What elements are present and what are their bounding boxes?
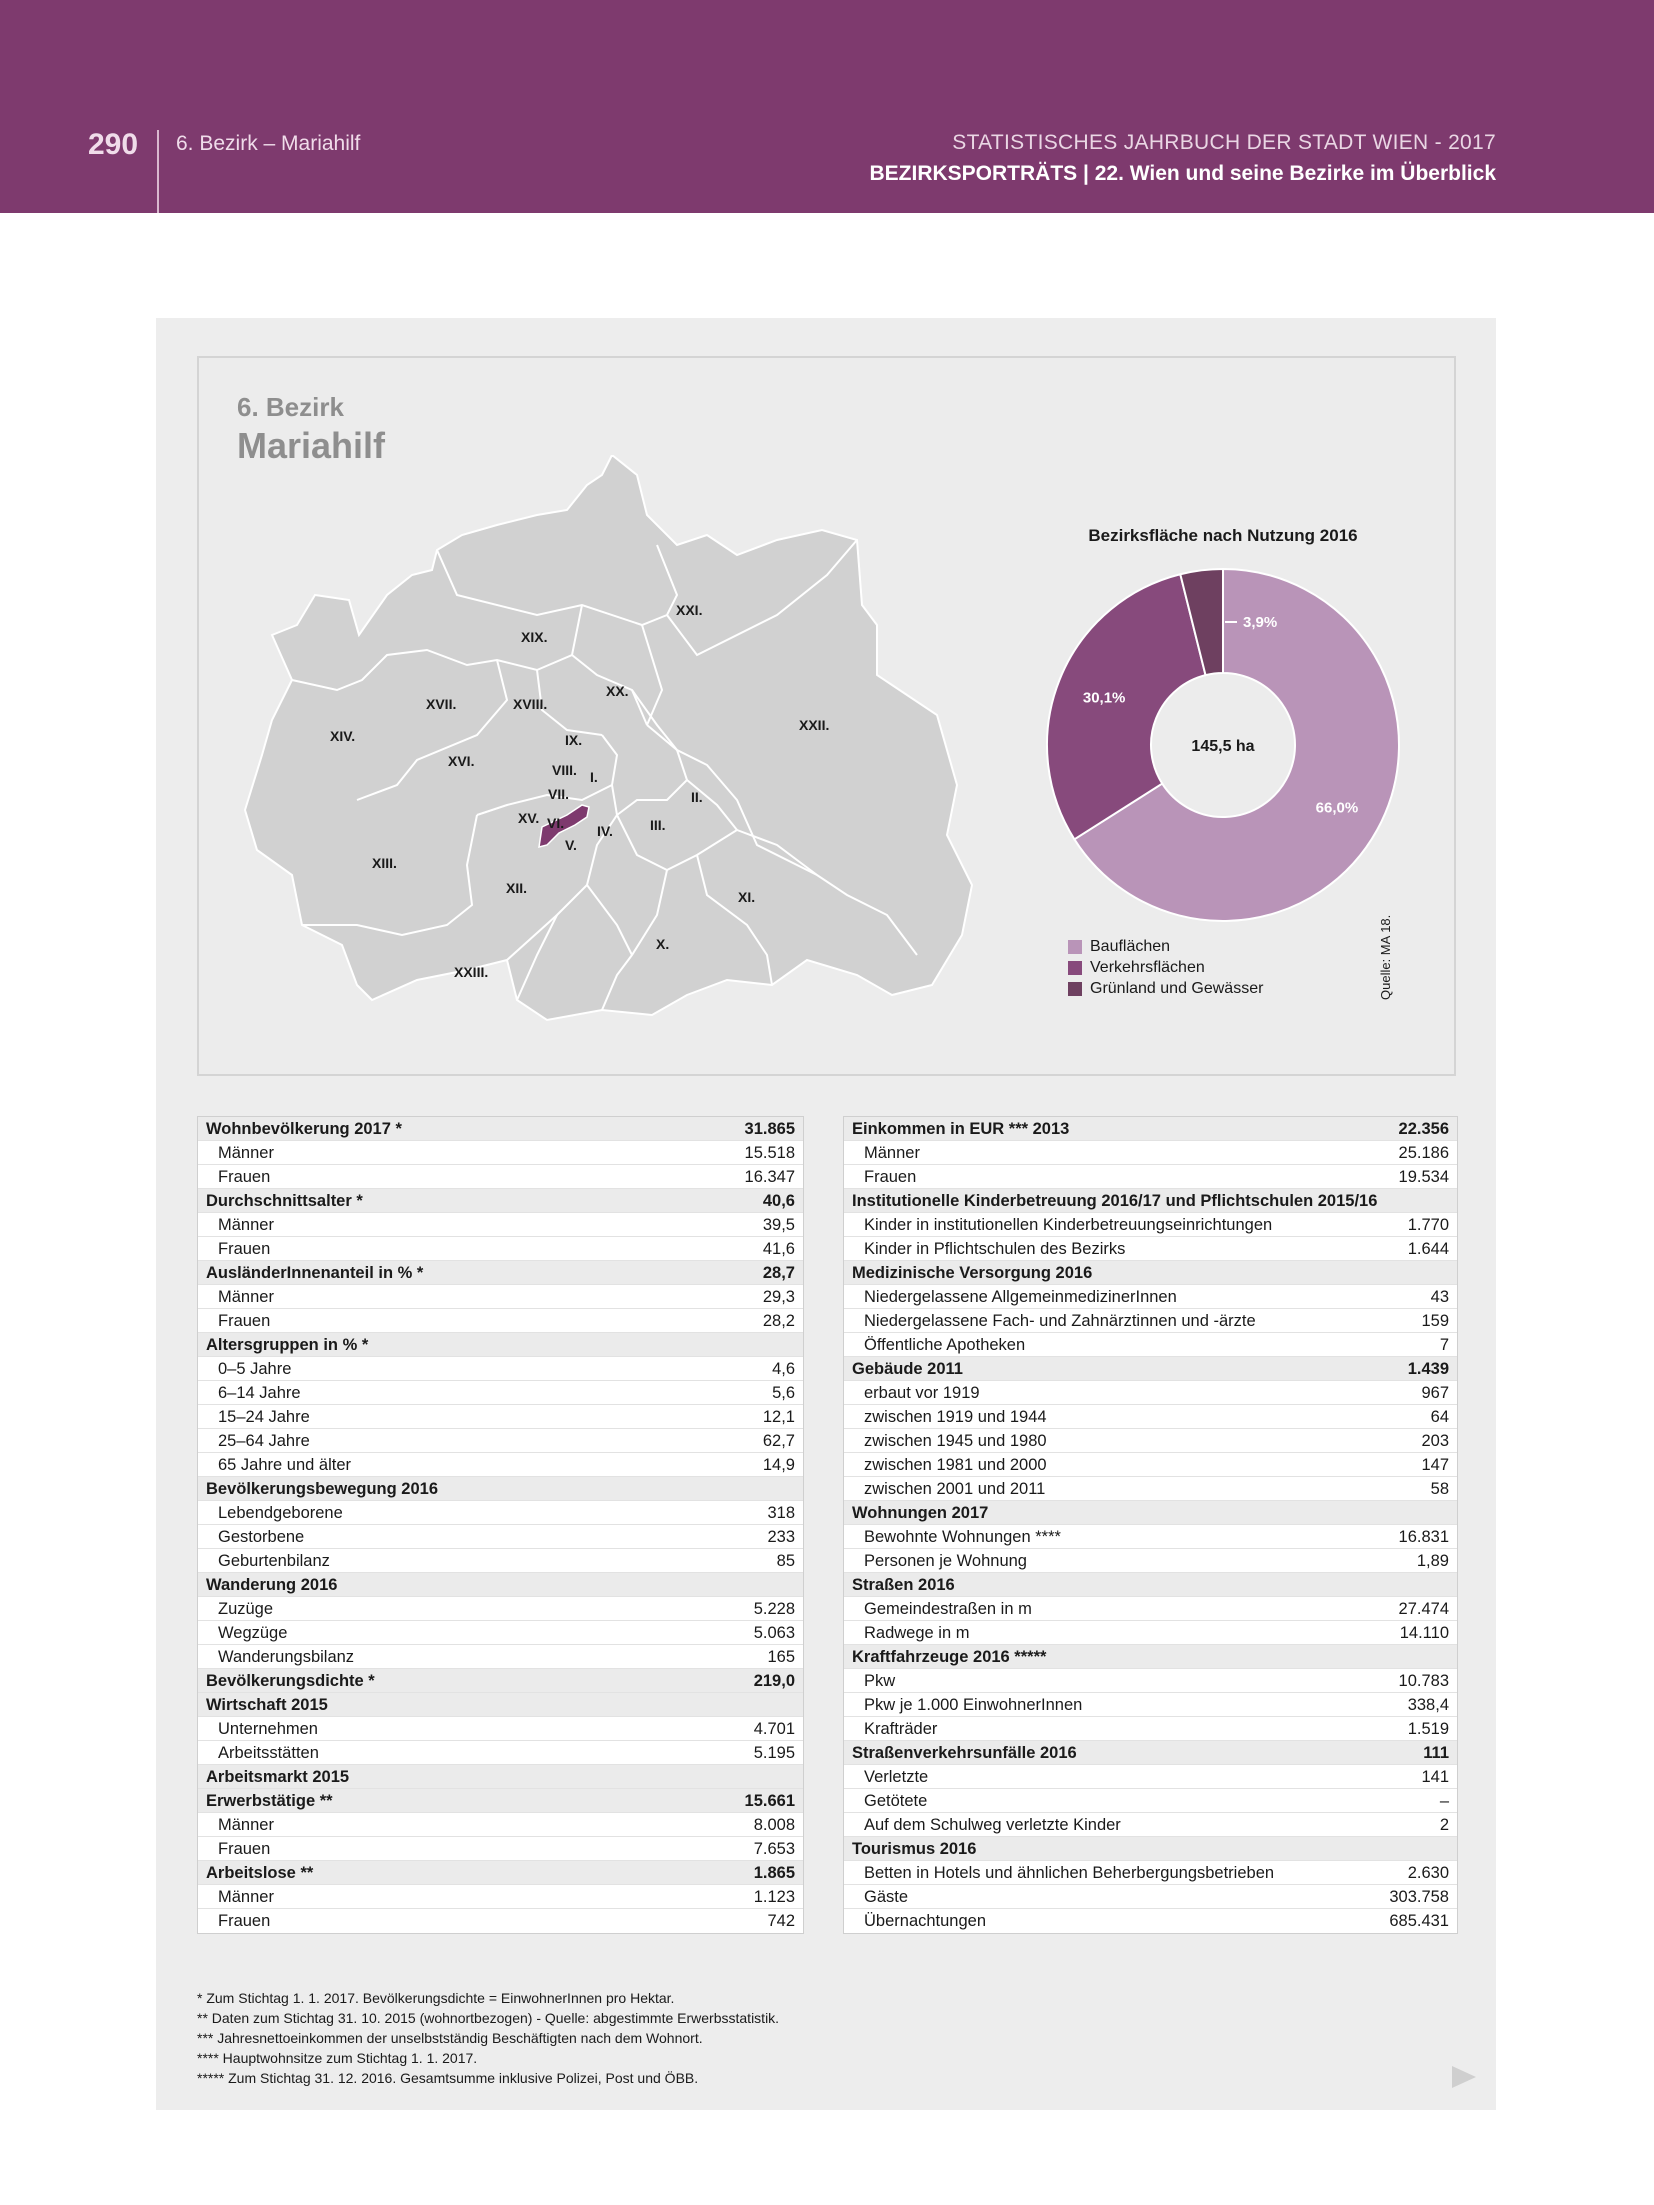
table-row	[198, 1381, 803, 1405]
table-row	[198, 1525, 803, 1549]
row-value: 10.783	[1398, 1672, 1449, 1690]
donut-slice	[1047, 574, 1206, 839]
table-row	[198, 1405, 803, 1429]
row-value: 4,6	[772, 1360, 795, 1378]
row-label: Niedergelassene Fach- und Zahnärztinnen und -ärzte	[864, 1312, 1256, 1330]
table-row	[844, 1909, 1457, 1933]
row-value: 111	[1423, 1744, 1449, 1762]
table-section-row	[198, 1189, 803, 1213]
donut-value-label: 3,9%	[1243, 614, 1278, 631]
table-row	[844, 1213, 1457, 1237]
table-row	[844, 1453, 1457, 1477]
table-section-row	[844, 1573, 1457, 1597]
table-row	[198, 1237, 803, 1261]
row-label: Medizinische Versorgung 2016	[852, 1264, 1093, 1282]
row-label: Lebendgeborene	[218, 1504, 343, 1522]
row-value: 318	[767, 1504, 795, 1522]
table-row	[844, 1885, 1457, 1909]
row-label: zwischen 1981 und 2000	[864, 1456, 1047, 1474]
row-label: Arbeitslose **	[206, 1864, 314, 1882]
row-value: 12,1	[762, 1408, 795, 1426]
row-label: Arbeitsstätten	[218, 1744, 319, 1762]
row-label: Frauen	[218, 1840, 271, 1858]
donut-value-label: 66,0%	[1315, 799, 1359, 817]
map-district-label: XII.	[506, 880, 528, 896]
row-label: Niedergelassene AllgemeinmedizinerInnen	[864, 1288, 1177, 1306]
table-row	[844, 1165, 1457, 1189]
row-value: 967	[1421, 1384, 1449, 1402]
table-row	[844, 1693, 1457, 1717]
table-section-row	[844, 1357, 1457, 1381]
row-value: 31.865	[744, 1120, 795, 1138]
table-section-row	[198, 1477, 803, 1501]
row-label: Frauen	[218, 1312, 271, 1330]
row-label: Bewohnte Wohnungen ****	[864, 1528, 1061, 1546]
chart-legend	[1068, 936, 1263, 999]
row-value: 25.186	[1398, 1144, 1449, 1162]
map-district-label: XI.	[738, 889, 756, 905]
statistics-table-right	[843, 1116, 1458, 1934]
table-row	[198, 1501, 803, 1525]
row-label: Gebäude 2011	[852, 1360, 963, 1378]
map-district-label: V.	[565, 837, 577, 853]
row-label: Altersgruppen in % *	[206, 1336, 369, 1354]
footnotes	[197, 1988, 779, 2088]
row-label: Männer	[218, 1288, 274, 1306]
table-row	[198, 1621, 803, 1645]
table-row	[198, 1429, 803, 1453]
table-section-row	[198, 1693, 803, 1717]
row-label: Bevölkerungsbewegung 2016	[206, 1480, 438, 1498]
table-row	[844, 1141, 1457, 1165]
row-value: 233	[767, 1528, 795, 1546]
next-page-arrow-icon[interactable]	[1450, 2064, 1478, 2090]
table-row	[198, 1165, 803, 1189]
table-section-row	[198, 1261, 803, 1285]
row-label: Wirtschaft 2015	[206, 1696, 328, 1714]
row-value: 165	[767, 1648, 795, 1666]
map-district-label: XX.	[606, 683, 629, 699]
map-district-label: XVI.	[448, 753, 475, 769]
row-value: 303.758	[1389, 1888, 1449, 1906]
row-value: 5,6	[772, 1384, 795, 1402]
map-district-label: VII.	[548, 786, 570, 802]
row-value: 28,2	[762, 1312, 795, 1330]
row-value: 16.831	[1398, 1528, 1449, 1546]
table-section-row	[844, 1501, 1457, 1525]
row-value: 147	[1421, 1456, 1449, 1474]
row-value: 159	[1421, 1312, 1449, 1330]
table-row	[198, 1741, 803, 1765]
row-label: Wegzüge	[218, 1624, 288, 1642]
row-value: 1.439	[1407, 1360, 1449, 1378]
map-district-label: II.	[691, 789, 703, 805]
page-header	[0, 0, 1654, 213]
table-row	[844, 1861, 1457, 1885]
table-row	[844, 1333, 1457, 1357]
donut-center-label: 145,5 ha	[1191, 738, 1255, 755]
row-value: 742	[767, 1912, 795, 1930]
section-title: BEZIRKSPORTRÄTS | 22. Wien und seine Bezirke im Überblick	[869, 162, 1496, 185]
row-value: 685.431	[1389, 1912, 1449, 1930]
table-section-row	[198, 1669, 803, 1693]
table-row	[844, 1285, 1457, 1309]
map-district-label: XIX.	[521, 629, 548, 645]
chart-title: Bezirksfläche nach Nutzung 2016	[1088, 526, 1358, 545]
map-district-label: X.	[656, 936, 670, 952]
row-label: Übernachtungen	[864, 1912, 987, 1930]
row-label: Bevölkerungsdichte *	[206, 1672, 375, 1690]
table-row	[198, 1549, 803, 1573]
legend-item-verkehr	[1068, 957, 1263, 978]
row-value: 7.653	[753, 1840, 795, 1858]
row-value: 4.701	[753, 1720, 795, 1738]
map-district-label: VI.	[547, 815, 565, 831]
table-row	[198, 1453, 803, 1477]
table-row	[844, 1669, 1457, 1693]
footnote: **** Hauptwohnsitze zum Stichtag 1. 1. 2017.	[197, 2050, 478, 2066]
legend-swatch	[1068, 982, 1082, 996]
table-row	[844, 1717, 1457, 1741]
row-value: 1,89	[1416, 1552, 1449, 1570]
row-value: –	[1439, 1792, 1449, 1810]
legend-label: Verkehrsflächen	[1090, 958, 1205, 976]
table-row	[198, 1357, 803, 1381]
row-value: 1.770	[1407, 1216, 1449, 1234]
row-label: Straßen 2016	[852, 1576, 955, 1594]
map-district-label: IX.	[565, 732, 583, 748]
map-district-label: XXII.	[799, 717, 830, 733]
row-label: Öffentliche Apotheken	[864, 1336, 1026, 1354]
row-label: erbaut vor 1919	[864, 1384, 980, 1402]
row-value: 19.534	[1398, 1168, 1449, 1186]
table-row	[844, 1477, 1457, 1501]
row-label: Gäste	[864, 1888, 909, 1906]
district-number: 6. Bezirk	[237, 392, 344, 422]
row-label: Frauen	[864, 1168, 917, 1186]
row-value: 2	[1439, 1816, 1449, 1834]
row-label: Durchschnittsalter *	[206, 1192, 363, 1210]
table-row	[844, 1381, 1457, 1405]
row-label: 0–5 Jahre	[218, 1360, 292, 1378]
table-row	[844, 1237, 1457, 1261]
row-value: 5.063	[753, 1624, 795, 1642]
table-row	[198, 1213, 803, 1237]
row-value: 29,3	[762, 1288, 795, 1306]
row-label: Auf dem Schulweg verletzte Kinder	[864, 1816, 1121, 1834]
row-label: Tourismus 2016	[852, 1840, 977, 1858]
legend-label: Grünland und Gewässer	[1090, 979, 1264, 997]
row-label: Frauen	[218, 1912, 271, 1930]
table-row	[198, 1837, 803, 1861]
table-section-row	[844, 1261, 1457, 1285]
row-value: 43	[1430, 1288, 1449, 1306]
row-value: 5.195	[753, 1744, 795, 1762]
row-value: 64	[1430, 1408, 1449, 1426]
page-number: 290	[88, 128, 139, 161]
table-section-row	[198, 1333, 803, 1357]
header-divider	[157, 130, 159, 213]
table-row	[198, 1717, 803, 1741]
row-value: 85	[776, 1552, 795, 1570]
table-section-row	[844, 1117, 1457, 1141]
row-value: 8.008	[753, 1816, 795, 1834]
table-section-row	[198, 1765, 803, 1789]
row-label: zwischen 2001 und 2011	[864, 1480, 1046, 1498]
row-label: Unternehmen	[218, 1720, 318, 1738]
table-row	[844, 1597, 1457, 1621]
table-row	[844, 1789, 1457, 1813]
row-label: Männer	[864, 1144, 920, 1162]
row-label: Männer	[218, 1216, 274, 1234]
table-row	[198, 1285, 803, 1309]
row-label: Frauen	[218, 1240, 271, 1258]
row-label: Einkommen in EUR *** 2013	[852, 1120, 1070, 1138]
row-label: Männer	[218, 1144, 274, 1162]
row-value: 28,7	[762, 1264, 795, 1282]
table-row	[844, 1621, 1457, 1645]
table-section-row	[198, 1573, 803, 1597]
row-label: Betten in Hotels und ähnlichen Beherbergungsbetrieben	[864, 1864, 1275, 1882]
row-value: 15.661	[744, 1792, 795, 1810]
row-value: 338,4	[1407, 1696, 1449, 1714]
row-label: Straßenverkehrsunfälle 2016	[852, 1744, 1077, 1762]
table-row	[198, 1909, 803, 1933]
map-district-label: I.	[590, 769, 598, 785]
map-district-label: XIII.	[372, 855, 397, 871]
row-value: 27.474	[1398, 1600, 1449, 1618]
map-district-label: XXIII.	[454, 964, 489, 980]
table-row	[844, 1429, 1457, 1453]
row-label: Pkw	[864, 1672, 896, 1690]
table-section-row	[844, 1645, 1457, 1669]
table-row	[844, 1549, 1457, 1573]
row-label: zwischen 1919 und 1944	[864, 1408, 1047, 1426]
yearbook-title: STATISTISCHES JAHRBUCH DER STADT WIEN - 2017	[952, 131, 1496, 154]
row-value: 1.519	[1407, 1720, 1449, 1738]
row-label: Krafträder	[864, 1720, 938, 1738]
row-label: Personen je Wohnung	[864, 1552, 1027, 1570]
table-row	[198, 1645, 803, 1669]
row-label: Wohnungen 2017	[852, 1504, 989, 1522]
row-label: Erwerbstätige **	[206, 1792, 333, 1810]
row-label: 15–24 Jahre	[218, 1408, 310, 1426]
chapter-title: 6. Bezirk – Mariahilf	[176, 132, 361, 155]
table-row	[844, 1525, 1457, 1549]
table-row	[198, 1597, 803, 1621]
table-section-row	[198, 1117, 803, 1141]
row-value: 14.110	[1399, 1624, 1449, 1642]
map-district-label: XV.	[518, 810, 540, 826]
table-row	[844, 1813, 1457, 1837]
row-value: 22.356	[1398, 1120, 1449, 1138]
table-row	[844, 1405, 1457, 1429]
row-label: Verletzte	[864, 1768, 929, 1786]
row-label: Geburtenbilanz	[218, 1552, 330, 1570]
row-label: Gestorbene	[218, 1528, 305, 1546]
row-value: 62,7	[762, 1432, 795, 1450]
row-label: Kinder in Pflichtschulen des Bezirks	[864, 1240, 1126, 1258]
row-value: 15.518	[744, 1144, 795, 1162]
row-value: 16.347	[744, 1168, 795, 1186]
table-row	[198, 1813, 803, 1837]
table-row	[198, 1885, 803, 1909]
row-label: Gemeindestraßen in m	[864, 1600, 1032, 1618]
row-label: Wanderung 2016	[206, 1576, 338, 1594]
table-section-row	[844, 1837, 1457, 1861]
legend-swatch	[1068, 940, 1082, 954]
row-label: Wohnbevölkerung 2017 *	[206, 1120, 402, 1138]
row-label: Radwege in m	[864, 1624, 970, 1642]
table-section-row	[844, 1189, 1457, 1213]
map-district-label: III.	[650, 817, 666, 833]
row-value: 58	[1430, 1480, 1449, 1498]
row-value: 141	[1421, 1768, 1449, 1786]
table-row	[844, 1309, 1457, 1333]
row-label: Männer	[218, 1888, 274, 1906]
legend-label: Bauflächen	[1090, 937, 1171, 955]
map-district-label: XVIII.	[513, 696, 548, 712]
statistics-table-left	[197, 1116, 804, 1934]
vienna-district-map	[237, 455, 997, 1035]
table-row	[198, 1141, 803, 1165]
row-value: 1.865	[753, 1864, 795, 1882]
table-row	[198, 1309, 803, 1333]
row-label: 25–64 Jahre	[218, 1432, 310, 1450]
row-label: Institutionelle Kinderbetreuung 2016/17 und Pflichtschulen 2015/16	[852, 1192, 1378, 1210]
chart-source: Quelle: MA 18.	[1378, 914, 1393, 1000]
row-label: Männer	[218, 1816, 274, 1834]
map-district-label: XXI.	[676, 602, 703, 618]
row-value: 203	[1421, 1432, 1449, 1450]
row-label: AusländerInnenanteil in % *	[206, 1264, 424, 1282]
row-value: 5.228	[753, 1600, 795, 1618]
row-label: zwischen 1945 und 1980	[864, 1432, 1047, 1450]
table-row	[844, 1765, 1457, 1789]
row-label: Getötete	[864, 1792, 928, 1810]
footnote: *** Jahresnettoeinkommen der unselbstständig Beschäftigten nach dem Wohnort.	[197, 2030, 703, 2046]
footnote: ** Daten zum Stichtag 31. 10. 2015 (wohnortbezogen) - Quelle: abgestimmte Erwerbsstatistik.	[197, 2010, 780, 2026]
row-value: 1.644	[1407, 1240, 1449, 1258]
table-section-row	[198, 1789, 803, 1813]
row-value: 2.630	[1407, 1864, 1449, 1882]
map-district-label: XVII.	[426, 696, 457, 712]
row-label: Pkw je 1.000 EinwohnerInnen	[864, 1696, 1083, 1714]
map-district-label: XIV.	[330, 728, 356, 744]
row-label: 65 Jahre und älter	[218, 1456, 352, 1474]
footnote: * Zum Stichtag 1. 1. 2017. Bevölkerungsdichte = EinwohnerInnen pro Hektar.	[197, 1990, 675, 2006]
row-label: Wanderungsbilanz	[218, 1648, 355, 1666]
row-label: Zuzüge	[218, 1600, 274, 1618]
row-value: 7	[1439, 1336, 1449, 1354]
district-name: Mariahilf	[237, 425, 386, 466]
map-district-label: IV.	[597, 823, 613, 839]
row-label: Kinder in institutionellen Kinderbetreuungseinrichtungen	[864, 1216, 1273, 1234]
table-section-row	[844, 1741, 1457, 1765]
row-label: Arbeitsmarkt 2015	[206, 1768, 350, 1786]
row-label: Kraftfahrzeuge 2016 *****	[852, 1648, 1047, 1666]
row-value: 219,0	[753, 1672, 795, 1690]
row-label: Frauen	[218, 1168, 271, 1186]
donut-value-label: 30,1%	[1082, 689, 1126, 707]
legend-item-baufl	[1068, 936, 1263, 957]
row-value: 39,5	[762, 1216, 795, 1234]
row-value: 40,6	[762, 1192, 795, 1210]
map-district-label: VIII.	[552, 762, 577, 778]
footnote: ***** Zum Stichtag 31. 12. 2016. Gesamtsumme inklusive Polizei, Post und ÖBB.	[197, 2070, 699, 2086]
row-label: 6–14 Jahre	[218, 1384, 301, 1402]
row-value: 1.123	[753, 1888, 795, 1906]
table-section-row	[198, 1861, 803, 1885]
land-use-donut-chart	[1042, 564, 1412, 934]
row-value: 14,9	[762, 1456, 795, 1474]
row-value: 41,6	[762, 1240, 795, 1258]
legend-swatch	[1068, 961, 1082, 975]
legend-item-gruenland	[1068, 978, 1263, 999]
